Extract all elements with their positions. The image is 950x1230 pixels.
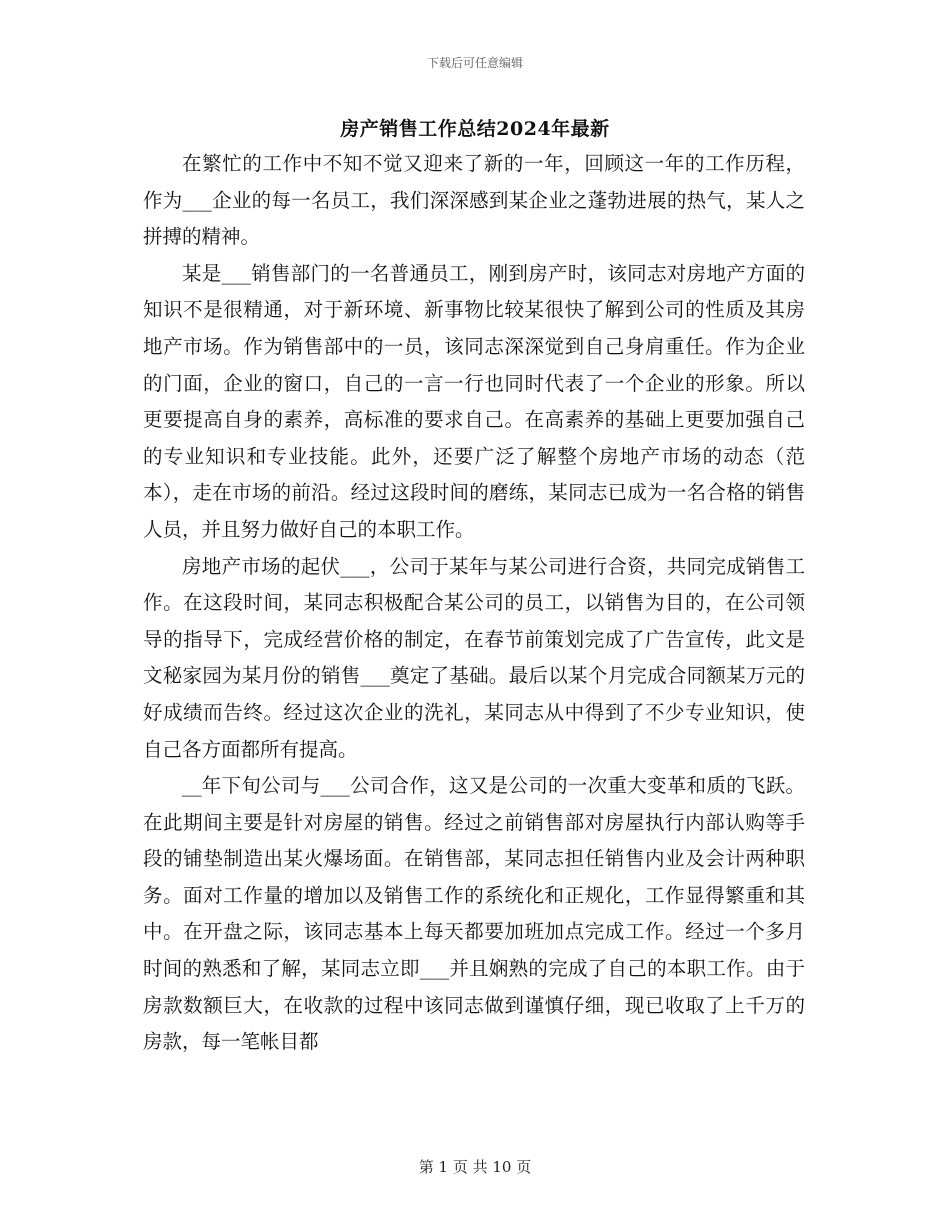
paragraph-4: __年下旬公司与___公司合作，这又是公司的一次重大变革和质的飞跃。在此期间主要是针对房屋的销售。经过之前销售部对房屋执行内部认购等手段的铺垫制造出某火爆场面。在销售部，某同志担任销售内业及会计两种职务。面对工作量的增加以及销售工作的系统化和正规化，工作显得繁重和其中。在开盘之际，该同志基本上每天都要加班加点完成工作。经过一个多月时间的熟悉和了解，某同志立即___并且娴熟的完成了自己的本职工作。由于房款数额巨大，在收款的过程中该同志做到谨慎仔细，现已收取了上千万的房款，每一笔帐目都 — [143, 774, 805, 1054]
paragraph-1: 在繁忙的工作中不知不觉又迎来了新的一年，回顾这一年的工作历程，作为___企业的每一名员工，我们深深感到某企业之蓬勃进展的热气，某人之拼搏的精神。 — [143, 152, 805, 249]
page-header-note: 下载后可任意编辑 — [426, 56, 523, 70]
document-body — [143, 146, 805, 1061]
paragraph-2: 某是___销售部门的一名普通员工，刚到房产时，该同志对房地产方面的知识不是很精通，对于新环境、新事物比较某很快了解到公司的性质及其房地产市场。作为销售部中的一员，该同志深深觉到自己身肩重任。作为企业的门面，企业的窗口，自己的一言一行也同时代表了一个企业的形象。所以更要提高自身的素养，高标准的要求自己。在高素养的基础上更要加强自己的专业知识和专业技能。此外，还要广泛了解整个房地产市场的动态（范本），走在市场的前沿。经过这段时间的磨练，某同志已成为一名合格的销售人员，并且努力做好自己的本职工作。 — [143, 261, 805, 541]
paragraph-3: 房地产市场的起伏___，公司于某年与某公司进行合资，共同完成销售工作。在这段时间，某同志积极配合某公司的员工，以销售为目的，在公司领导的指导下，完成经营价格的制定，在春节前策划完成了广告宣传，此文是文秘家园为某月份的销售___奠定了基础。最后以某个月完成合同额某万元的好成绩而告终。经过这次企业的洗礼，某同志从中得到了不少专业知识，使自己各方面都所有提高。 — [143, 554, 805, 761]
document-title: 房产销售工作总结2024年最新 — [340, 118, 610, 140]
page-number: 第 1 页 共 10 页 — [418, 1158, 532, 1176]
